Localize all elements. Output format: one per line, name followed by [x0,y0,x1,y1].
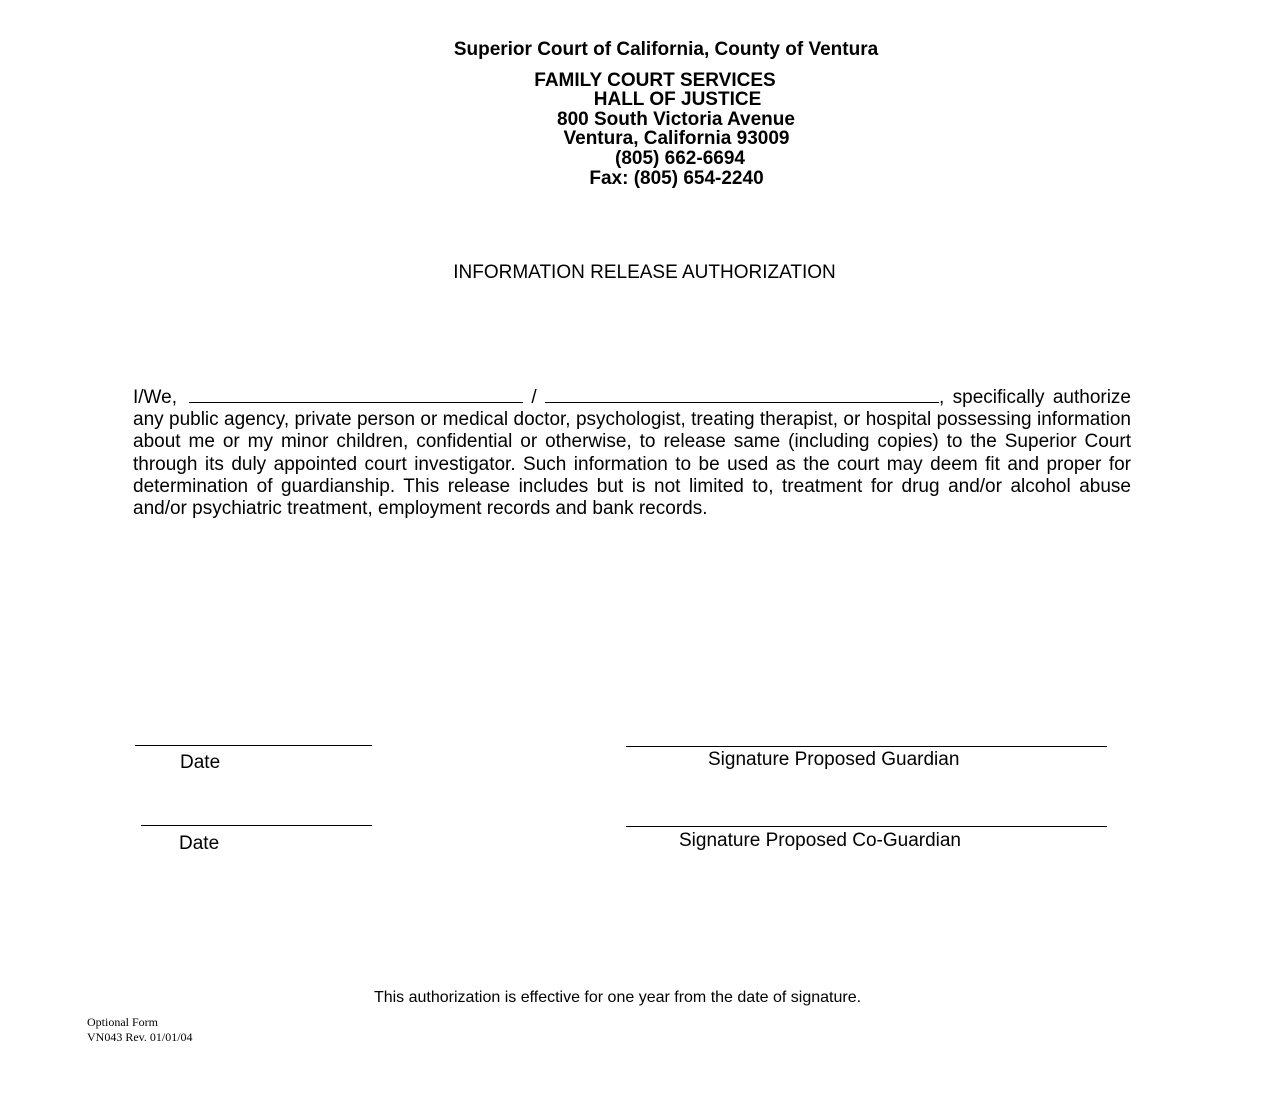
validity-note: This authorization is effective for one year from the date of signature. [373,989,862,1006]
co-guardian-signature-line[interactable] [626,826,1107,827]
fax-number: Fax: (805) 654-2240 [589,168,764,189]
court-name: Superior Court of California, County of Ventura [453,39,879,60]
date-line-2[interactable] [141,825,372,826]
building-name: HALL OF JUSTICE [593,89,762,110]
phone-number: (805) 662-6694 [615,148,745,169]
co-guardian-signature-label: Signature Proposed Co-Guardian [679,830,962,851]
form-type: Optional Form [87,1015,158,1029]
body-text: , specifically authorize any public agency, private person or medical doctor, psychologist, treating therapist, or hospital possessing information about me or my minor children, confidential or otherwise, to release same (including copies) to the Superior Court through its duly appointed court investigator. Such information to be used as the court may deem fit and proper for determination of guardianship. This release includes but is not limited to, treatment for drug and/or alcohol abuse and/or psychiatric treatment, employment records and bank records. [133,387,1132,520]
street-address: 800 South Victoria Avenue [557,109,795,130]
date-label-1: Date [180,752,221,773]
form-number: VN043 Rev. 01/01/04 [87,1030,193,1044]
date-label-2: Date [179,833,220,854]
city-address: Ventura, California 93009 [563,128,790,149]
name-field-2[interactable] [545,386,939,403]
authorization-paragraph [133,386,1131,520]
guardian-signature-label: Signature Proposed Guardian [708,749,960,770]
body-separator: / [531,387,537,408]
guardian-signature-line[interactable] [626,746,1107,747]
date-line-1[interactable] [135,745,372,746]
department-name: FAMILY COURT SERVICES [534,70,776,91]
body-prefix: I/We, [133,387,177,408]
name-field-1[interactable] [189,386,523,403]
form-title: INFORMATION RELEASE AUTHORIZATION [453,262,836,283]
